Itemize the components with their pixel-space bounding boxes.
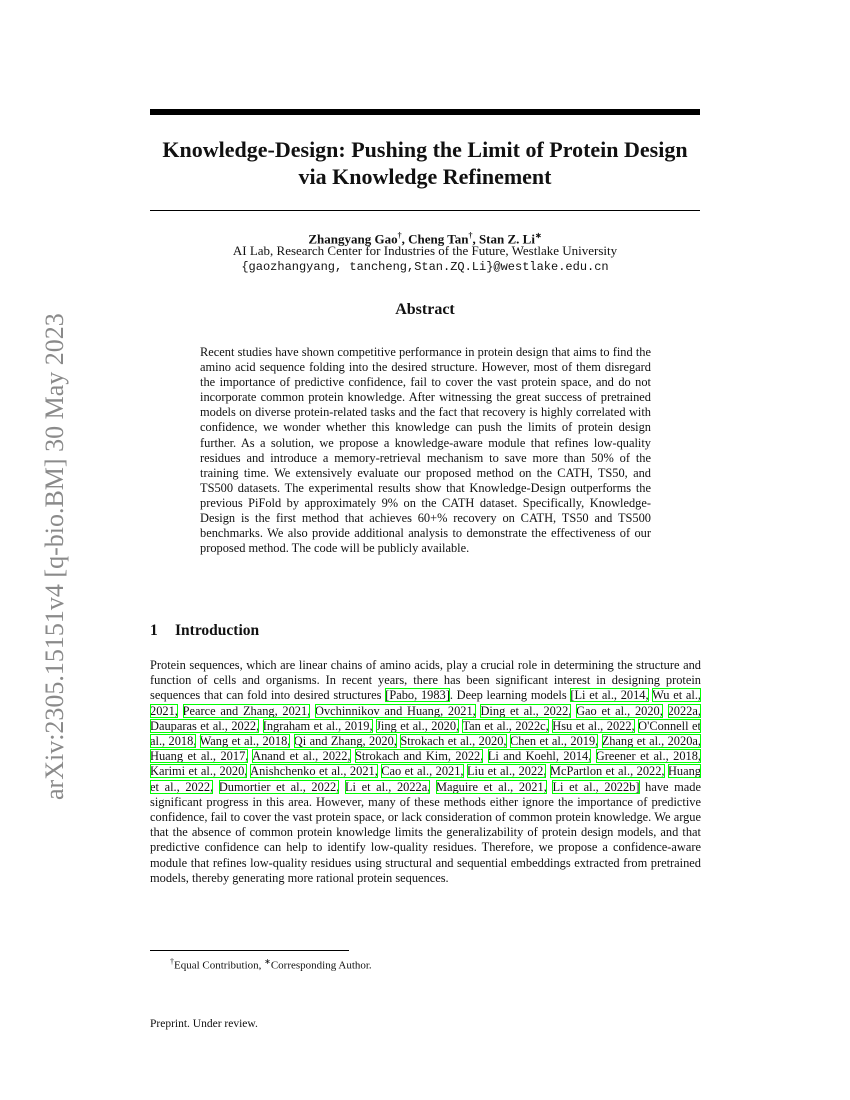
citation-link[interactable]: Strokach et al., 2020, xyxy=(400,734,507,749)
title-bottom-rule xyxy=(150,210,700,211)
author-mark: ∗ xyxy=(534,231,542,240)
citation-link[interactable]: Li et al., 2022a, xyxy=(344,779,431,794)
citation-link[interactable]: Strokach and Kim, 2022, xyxy=(355,749,484,764)
author-name: Zhangyang Gao xyxy=(308,231,398,247)
abstract-text: Recent studies have shown competitive performance in protein design that aims to find the amino acid sequence folding into the desired structure. However, most of them disregard the importance of predictive confidence, fail to cover the vast protein space, and do not incorporate common protein knowledge. After witnessing the great success of pretrained models on diverse protein-related tasks and the fact that recovery is highly correlated with confidence, we wonder whether this knowledge can push the limits of protein design further. As a solution, we propose a knowledge-aware module that refines low-quality residues and introduce a memory-retrieval mechanism to save more than 50% of the training time. We extensively evaluate our proposed method on the CATH, TS50, and TS500 datasets. The experimental results show that Knowledge-Design outperforms the previous PiFold by approximately 9% on the CATH dataset. Specifically, Knowledge-Design is the first method that achieves 60+% recovery on CATH, TS50 and TS500 benchmarks. We also provide additional analysis to demonstrate the effectiveness of our proposed method. The code will be publicly available. xyxy=(200,345,651,556)
citation-link[interactable]: Chen et al., 2019, xyxy=(509,734,599,749)
citation-link[interactable]: Cao et al., 2021, xyxy=(381,764,464,779)
citation-link[interactable]: [Li et al., 2014, xyxy=(570,688,649,703)
citation-link[interactable]: Wang et al., 2018, xyxy=(199,734,291,749)
intro-text: Protein sequences, which are linear chains of amino acids, play a crucial role in determining the structure and function of cells and organisms. In recent years, there has been significant interest in designing protein sequences that can fold into desired structures xyxy=(150,658,701,703)
citation-link[interactable]: O'Connell et al., 2018, xyxy=(150,718,701,749)
title-top-rule xyxy=(150,109,700,115)
footnote xyxy=(170,955,372,973)
section-heading xyxy=(150,621,259,641)
intro-text: . Deep learning models xyxy=(449,688,571,703)
author-name: Cheng Tan xyxy=(408,231,469,247)
citation-link[interactable]: Qi and Zhang, 2020, xyxy=(293,734,397,749)
citation-link[interactable]: Maguire et al., 2021, xyxy=(435,779,547,794)
citation-link[interactable]: Gao et al., 2020, xyxy=(576,703,663,718)
citation-list xyxy=(150,688,701,793)
citation-link[interactable]: Ding et al., 2022, xyxy=(480,703,572,718)
footnote-mark: † xyxy=(170,957,174,966)
arxiv-identifier-stamp: arXiv:2305.15151v4 [q-bio.BM] 30 May 2023 xyxy=(40,313,69,800)
citation-link[interactable]: Anand et al., 2022, xyxy=(252,749,351,764)
citation-link[interactable]: Zhang et al., 2020a, xyxy=(601,734,701,749)
section-title: Introduction xyxy=(175,622,260,639)
citation-link[interactable]: Li and Koehl, 2014, xyxy=(487,749,592,764)
citation-link[interactable]: Dumortier et al., 2022, xyxy=(218,779,340,794)
citation-link[interactable]: Liu et al., 2022, xyxy=(466,764,547,779)
citation-link[interactable]: Wu et al., 2021, xyxy=(150,688,702,718)
author-mark: † xyxy=(468,231,473,240)
citation-link[interactable]: McPartlon et al., 2022, xyxy=(549,764,665,779)
citation-link[interactable]: Tan et al., 2022c, xyxy=(462,718,549,733)
author-mark: † xyxy=(397,231,402,240)
citation-link[interactable]: Pearce and Zhang, 2021, xyxy=(182,703,311,718)
author-email: {gaozhangyang, tancheng,Stan.ZQ.Li}@westlake.edu.cn xyxy=(241,260,609,274)
citation-link[interactable]: Ovchinnikov and Huang, 2021, xyxy=(315,703,476,718)
citation-link[interactable]: Anishchenko et al., 2021, xyxy=(250,764,378,779)
affiliation: AI Lab, Research Center for Industries of the Future, Westlake University xyxy=(232,243,618,258)
citation-link[interactable]: Ingraham et al., 2019, xyxy=(262,718,373,733)
paper-title: Knowledge-Design: Pushing the Limit of Protein Design via Knowledge Refinement xyxy=(162,137,688,189)
section-number: 1 xyxy=(150,622,158,639)
author-list: Zhangyang Gao†, Cheng Tan†, Stan Z. Li∗ xyxy=(308,231,542,247)
footnote-mark: ∗ xyxy=(264,957,271,966)
footnote-text: Equal Contribution, xyxy=(174,959,265,972)
footnote-text: Corresponding Author. xyxy=(270,959,372,972)
citation-link[interactable]: 2022a, xyxy=(667,703,701,718)
introduction-paragraph xyxy=(150,658,701,886)
citation-link[interactable]: Greener et al., 2018, xyxy=(595,749,702,764)
citation-link[interactable]: [Pabo, 1983] xyxy=(385,688,450,703)
author-name: Stan Z. Li xyxy=(478,231,535,247)
citation-link[interactable]: Hsu et al., 2022, xyxy=(552,718,635,733)
abstract-heading: Abstract xyxy=(395,301,455,318)
citation-link[interactable]: Huang et al., 2022, xyxy=(150,764,702,794)
citation-link[interactable]: Karimi et al., 2020, xyxy=(150,764,248,779)
citation-link[interactable]: Jing et al., 2020, xyxy=(376,718,460,733)
citation-link[interactable]: Li et al., 2022b] xyxy=(552,779,640,794)
citation-link[interactable]: Huang et al., 2017, xyxy=(150,749,249,764)
citation-link[interactable]: Dauparas et al., 2022, xyxy=(150,718,260,733)
intro-text: have made significant progress in this area. However, many of these methods either ignore the importance of predictive confidence, fail to cover the vast protein space, or lack consideration of common protein knowledge. We argue that the absence of common protein knowledge limits the generalizability of protein design models, and that predictive confidence can help to identify low-quality residues. Therefore, we propose a confidence-aware module that refines low-quality residues using structural and sequential embeddings extracted from pretrained models, thereby generating more rational protein sequences. xyxy=(150,779,701,885)
preprint-note: Preprint. Under review. xyxy=(150,1018,258,1030)
footnote-rule xyxy=(150,950,349,951)
